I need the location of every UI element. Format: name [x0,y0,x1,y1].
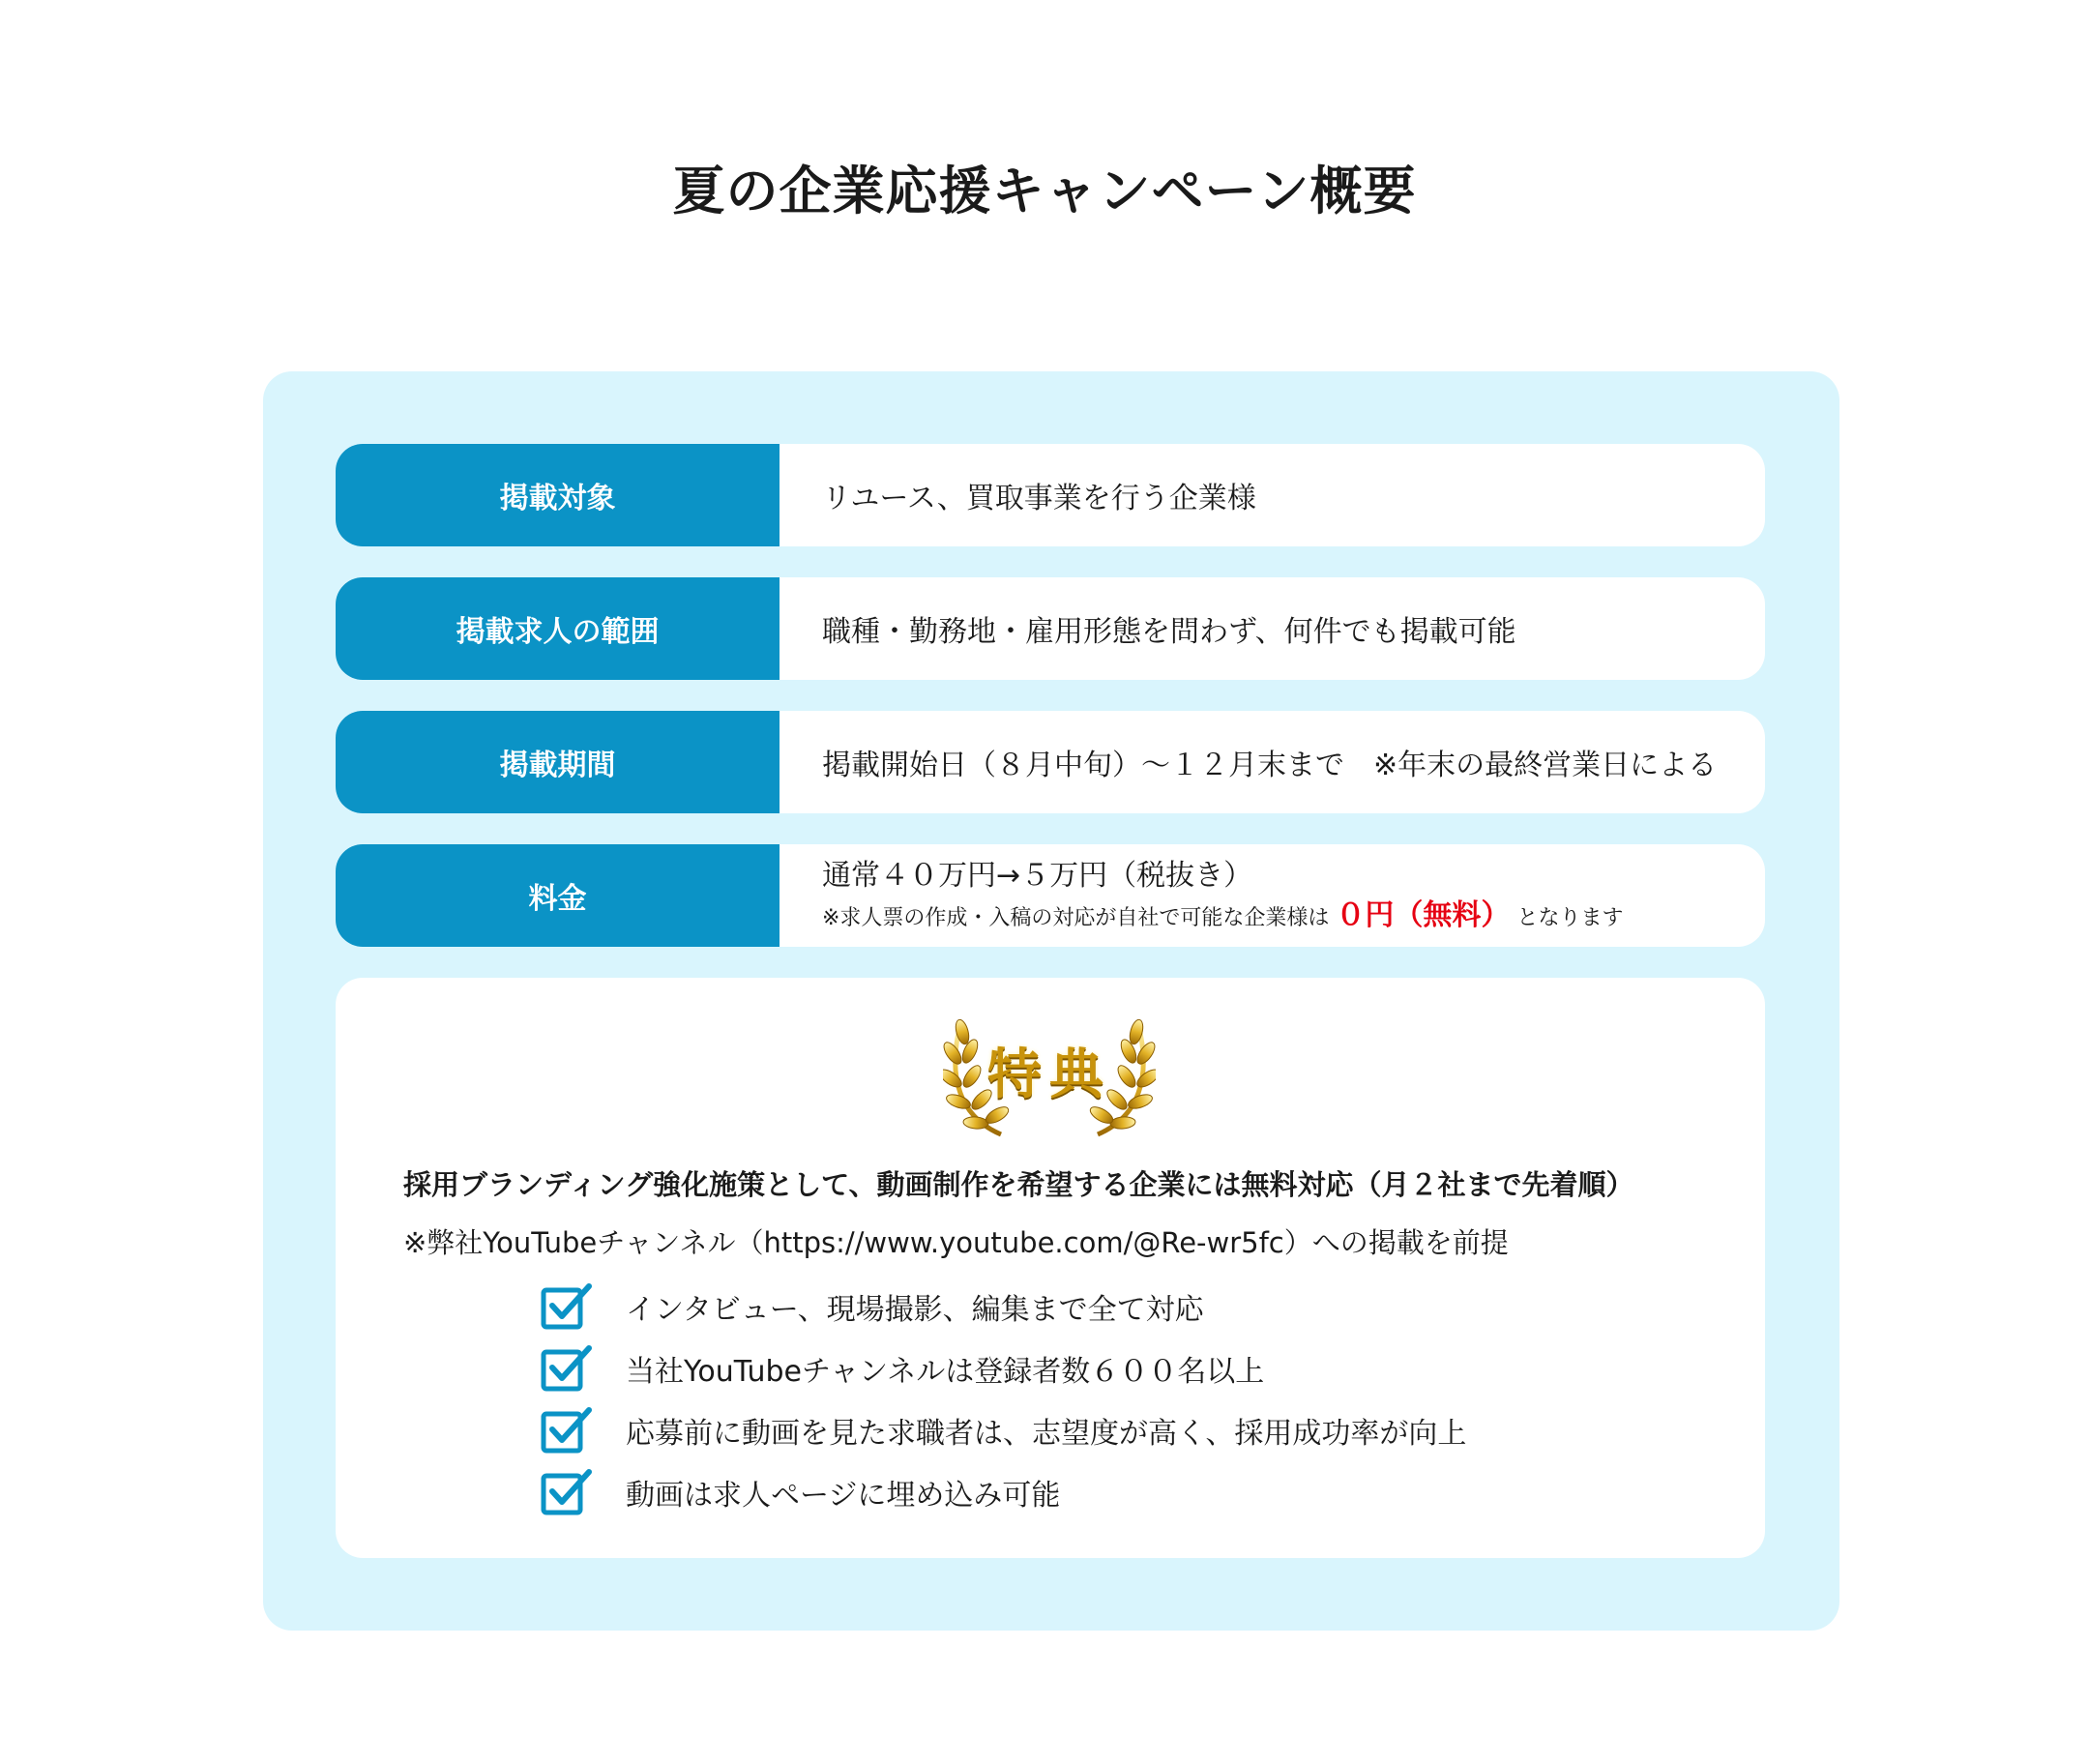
info-row-target [336,444,1765,546]
benefit-box [336,978,1765,1558]
list-item [541,1276,1466,1338]
row-label: 掲載期間 [336,711,780,813]
row-value: リユース、買取事業を行う企業様 [822,482,1256,515]
checkbox-checked-icon [541,1344,593,1393]
checkbox-checked-icon [541,1282,593,1331]
row-label: 掲載求人の範囲 [336,577,780,680]
info-row-scope [336,577,1765,680]
info-row-fee [336,844,1765,947]
row-value: 掲載開始日（８月中旬）～１２月末まで ※年末の最終営業日による [822,749,1718,782]
benefit-subtext: ※弊社YouTubeチャンネル（https://www.youtube.com/@Re-wr5fc）への掲載を前提 [403,1226,1509,1259]
info-row-period [336,711,1765,813]
fee-note-prefix: ※求人票の作成・入稿の対応が自社で可能な企業様は [822,905,1330,930]
checkbox-checked-icon [541,1468,593,1516]
row-value: 職種・勤務地・雇用形態を問わず、何件でも掲載可能 [822,615,1516,649]
list-item-text: 動画は求人ページに埋め込み可能 [626,1479,1061,1513]
benefit-badge [943,1011,1156,1142]
row-value-fee [780,844,1765,947]
list-item-text: 応募前に動画を見た求職者は、志望度が高く、採用成功率が向上 [626,1417,1467,1451]
benefit-heading: 採用ブランディング強化施策として、動画制作を希望する企業には無料対応（月２社まで先着順） [403,1168,1634,1201]
checkbox-checked-icon [541,1406,593,1455]
list-item-text: インタビュー、現場撮影、編集まで全て対応 [626,1293,1204,1327]
page-title: 夏の企業応援キャンペーン概要 [672,161,1417,221]
fee-free-highlight: ０円（無料） [1336,897,1511,932]
list-item-text: 当社YouTubeチャンネルは登録者数６００名以上 [626,1355,1265,1389]
row-label: 料金 [336,844,780,947]
benefit-badge-text: 特典 [987,1044,1111,1106]
campaign-overview-panel [263,371,1839,1631]
list-item [541,1461,1466,1523]
row-label: 掲載対象 [336,444,780,546]
benefit-check-list [541,1276,1466,1523]
fee-note [822,899,1765,935]
fee-price: 通常４０万円→５万円（税抜き） [822,858,1253,893]
fee-note-suffix: となります [1516,905,1624,930]
list-item [541,1338,1466,1399]
list-item [541,1399,1466,1461]
